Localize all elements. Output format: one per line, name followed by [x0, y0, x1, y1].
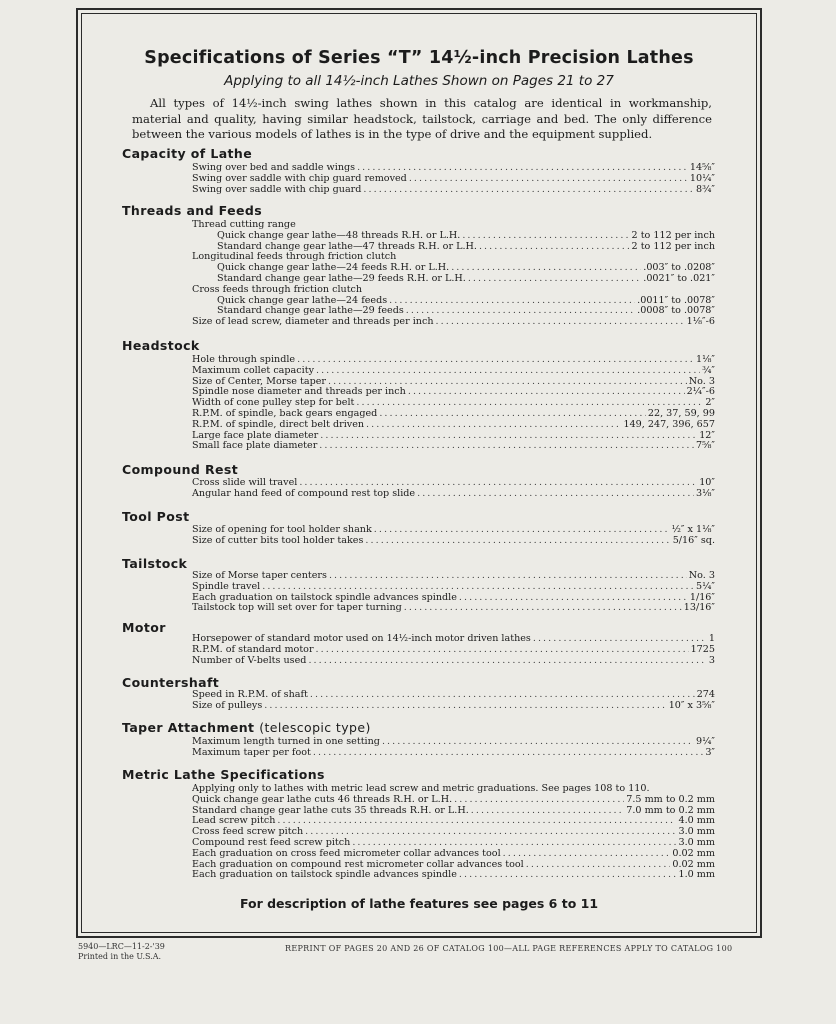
closing-line: For description of lathe features see pages 6 to 11 [239, 896, 599, 911]
spec-label: Size of pulleys [192, 699, 263, 711]
spec-value: No. 3 [688, 570, 715, 581]
spec-label: Spindle travel [192, 580, 261, 592]
spec-label: Size of Center, Morse taper [192, 375, 326, 387]
spec-rows [192, 163, 715, 195]
spec-value: 3.0 mm [678, 826, 715, 838]
spec-value: 7⅝″ [696, 440, 715, 452]
spec-rows [192, 355, 715, 452]
spec-label: Quick change gear lathe—24 feeds R.H. or L.H. [217, 262, 450, 274]
spec-row [192, 701, 715, 712]
spec-value: 3⅛″ [696, 487, 715, 499]
spec-rows [192, 737, 715, 759]
spec-label: Size of opening for tool holder shank [192, 524, 372, 535]
leader-dots [305, 827, 676, 838]
section-heading-text: Headstock [122, 338, 200, 353]
spec-row [192, 571, 715, 582]
spec-row [192, 690, 715, 701]
spec-value: 1/16″ [689, 591, 715, 603]
spec-value: ¾″ [702, 364, 715, 376]
spec-value: 3″ [705, 746, 715, 758]
spec-value: .0011″ to .0078″ [637, 294, 715, 306]
spec-value: 4.0 mm [678, 815, 715, 827]
spec-label: Horsepower of standard motor used on 14½-inch motor driven lathes [192, 633, 531, 644]
leader-dots [319, 441, 694, 452]
spec-label: Each graduation on tailstock spindle advances spindle [192, 869, 457, 881]
leader-dots [329, 571, 687, 582]
section-heading [122, 620, 166, 635]
section-heading [122, 509, 189, 524]
section-heading-text: Tailstock [122, 556, 188, 571]
spec-label: Compound rest feed screw pitch [192, 836, 351, 848]
spec-row [192, 420, 715, 431]
leader-dots [417, 489, 694, 500]
section-heading [122, 462, 238, 477]
spec-label: Cross slide will travel [192, 477, 298, 488]
spec-label: Swing over saddle with chip guard removed [192, 172, 407, 184]
spec-row [192, 870, 715, 881]
section-heading-text: Compound Rest [122, 462, 239, 477]
spec-value: 7.0 mm to 0.2 mm [626, 804, 715, 816]
spec-label: Angular hand feed of compound rest top slide [192, 487, 416, 499]
spec-label: Cross feed screw pitch [192, 826, 304, 838]
spec-label: Standard change gear lathe—47 threads R.H. or L.H. [217, 240, 477, 252]
leader-dots [404, 603, 682, 614]
spec-value: 1⅛″-6 [686, 316, 715, 328]
spec-rows [192, 220, 715, 328]
spec-label: Size of cutter bits tool holder takes [192, 534, 364, 546]
leader-dots [313, 748, 703, 759]
spec-label: Hole through spindle [192, 354, 296, 365]
leader-dots [277, 816, 676, 827]
spec-row [192, 489, 715, 500]
spec-label: R.P.M. of standard motor [192, 643, 314, 655]
spec-row [192, 582, 715, 593]
spec-row [192, 174, 715, 185]
spec-value: No. 3 [688, 375, 715, 387]
leader-dots [320, 431, 697, 442]
leader-dots [366, 420, 621, 431]
spec-value: 10″ [699, 477, 715, 488]
leader-dots [365, 536, 670, 547]
spec-row [192, 285, 715, 296]
spec-label: Thread cutting range [192, 219, 296, 230]
intro-paragraph: All types of 14½-inch swing lathes shown in this catalog are identical in workmanship, material and quality, having similar headstock, tailstock, carriage and bed. The only difference between the various models of lathes is in the type of drive and the equipment supplied. [132, 96, 712, 141]
spec-row [192, 603, 715, 614]
section-heading [122, 203, 262, 218]
spec-value: ½″ x 1⅛″ [671, 524, 715, 535]
spec-row [192, 441, 715, 452]
section-heading-text: Motor [122, 620, 166, 635]
footer-left [78, 942, 165, 961]
leader-dots [436, 317, 685, 328]
spec-label: Swing over saddle with chip guard [192, 183, 362, 195]
leader-dots [379, 409, 646, 420]
spec-value: 10″ x 3⅝″ [668, 699, 715, 711]
spec-row [192, 317, 715, 328]
spec-row [192, 366, 715, 377]
footer-printed: Printed in the U.S.A. [78, 951, 162, 961]
page-title: Specifications of Series “T” 14½-inch Precision Lathes [144, 48, 694, 68]
spec-rows [192, 525, 715, 547]
spec-value: 14⅝″ [689, 162, 715, 173]
spec-row [192, 748, 715, 759]
spec-label: R.P.M. of spindle, back gears engaged [192, 407, 378, 419]
spec-label: Each graduation on tailstock spindle advances spindle [192, 591, 457, 603]
spec-value: 13/16″ [683, 602, 715, 614]
footer-reprint-note: REPRINT OF PAGES 20 AND 26 OF CATALOG 100—ALL PAGE REFERENCES APPLY TO CATALOG 100 [285, 944, 733, 953]
leader-dots [503, 849, 671, 860]
leader-dots [451, 263, 641, 274]
leader-dots [454, 795, 624, 806]
spec-value: 1725 [690, 643, 715, 655]
page-subtitle: Applying to all 14½-inch Lathes Shown on Pages 21 to 27 [224, 73, 614, 89]
spec-rows [192, 690, 715, 712]
spec-label: Tailstock top will set over for taper turning [192, 602, 402, 614]
spec-value: 274 [696, 689, 715, 700]
spec-label: Each graduation on cross feed micrometer collar advances tool [192, 847, 501, 859]
section-heading-note: (telescopic type) [259, 720, 371, 735]
leader-dots [382, 737, 694, 748]
spec-value: 3 [708, 654, 715, 666]
leader-dots [297, 355, 694, 366]
section-heading-text: Metric Lathe Specifications [122, 767, 325, 782]
spec-value: 10¼″ [689, 172, 715, 184]
section-heading-text: Tool Post [122, 509, 190, 524]
leader-dots [262, 582, 694, 593]
spec-label: Quick change gear lathe—48 threads R.H. or L.H. [217, 229, 461, 241]
spec-label: Spindle nose diameter and threads per inch [192, 386, 406, 398]
spec-value: 5/16″ sq. [672, 534, 715, 546]
section-heading [122, 556, 187, 571]
spec-value: 5¼″ [696, 580, 715, 592]
spec-label: Large face plate diameter [192, 429, 319, 441]
leader-dots [374, 525, 670, 536]
leader-dots [526, 860, 671, 871]
spec-label: Lead screw pitch [192, 815, 276, 827]
section-heading [122, 675, 219, 690]
spec-label: Quick change gear lathe cuts 46 threads R.H. or L.H. [192, 793, 453, 805]
spec-label: Each graduation on compound rest micrometer collar advances tool [192, 858, 524, 870]
spec-label: Quick change gear lathe—24 feeds [217, 294, 388, 306]
spec-row [192, 231, 715, 242]
section-heading [122, 338, 200, 353]
spec-label: Maximum taper per foot [192, 746, 311, 758]
leader-dots [409, 174, 688, 185]
spec-label: Standard change gear lathe—29 feeds R.H. or L.H. [217, 272, 466, 284]
spec-value: 0.02 mm [672, 847, 715, 859]
section-heading-text: Countershaft [122, 675, 220, 690]
spec-row [192, 645, 715, 656]
spec-label: Maximum collet capacity [192, 364, 314, 376]
spec-rows [192, 478, 715, 500]
spec-value: 9¼″ [696, 736, 715, 747]
spec-label: Longitudinal feeds through friction clutch [192, 251, 397, 263]
section-heading-text: Taper Attachment [122, 720, 255, 735]
leader-dots [462, 231, 629, 242]
leader-dots [310, 690, 695, 701]
leader-dots [459, 870, 677, 881]
section-heading-text: Capacity of Lathe [122, 146, 253, 161]
spec-value: 2″ [705, 397, 715, 409]
leader-dots [308, 656, 706, 667]
spec-value: 149, 247, 396, 657 [623, 418, 715, 430]
spec-row [192, 849, 715, 860]
leader-dots [479, 242, 630, 253]
spec-rows [192, 571, 715, 614]
spec-value: 2¼″-6 [686, 386, 715, 398]
spec-label: Applying only to lathes with metric lead screw and metric graduations. See pages 108 to 110. [192, 783, 650, 794]
spec-value: 2 to 112 per inch [631, 229, 715, 241]
spec-value: .0021″ to .021″ [643, 272, 715, 284]
section-heading [122, 720, 371, 735]
spec-label: Size of lead screw, diameter and threads per inch [192, 316, 434, 328]
leader-dots [363, 185, 694, 196]
leader-dots [459, 593, 688, 604]
spec-row [192, 795, 715, 806]
leader-dots [264, 701, 666, 712]
spec-value: 2 to 112 per inch [631, 240, 715, 252]
section-heading-text: Threads and Feeds [122, 203, 263, 218]
spec-label: Small face plate diameter [192, 440, 318, 452]
spec-rows [192, 634, 715, 666]
spec-value: .003″ to .0208″ [643, 262, 715, 274]
spec-label: Speed in R.P.M. of shaft [192, 689, 308, 700]
spec-value: 1 [708, 633, 715, 644]
spec-label: Standard change gear lathe—29 feeds [217, 305, 404, 317]
spec-label: Size of Morse taper centers [192, 570, 327, 581]
spec-value: 1.0 mm [678, 869, 715, 881]
spec-label: Number of V-belts used [192, 654, 307, 666]
spec-value: .0008″ to .0078″ [637, 305, 715, 317]
leader-dots [468, 274, 641, 285]
spec-label: Width of cone pulley step for belt [192, 397, 355, 409]
section-heading [122, 767, 325, 782]
spec-label: Swing over bed and saddle wings [192, 162, 356, 173]
leader-dots [406, 306, 635, 317]
spec-value: 8¾″ [696, 183, 715, 195]
spec-label: Maximum length turned in one setting [192, 736, 380, 747]
spec-value: 1⅛″ [696, 354, 715, 365]
spec-label: R.P.M. of spindle, direct belt driven [192, 418, 365, 430]
spec-value: 12″ [699, 429, 715, 441]
spec-rows [192, 784, 715, 881]
leader-dots [316, 645, 689, 656]
leader-dots [408, 387, 685, 398]
leader-dots [533, 634, 707, 645]
spec-value: 0.02 mm [672, 858, 715, 870]
spec-label: Cross feeds through friction clutch [192, 283, 363, 295]
spec-value: 22, 37, 59, 99 [647, 407, 715, 419]
spec-row [192, 536, 715, 547]
footer-code: 5940—LRC—11-2-'39 [78, 942, 165, 951]
spec-value: 7.5 mm to 0.2 mm [626, 793, 715, 805]
section-heading [122, 146, 252, 161]
leader-dots [471, 806, 625, 817]
spec-label: Standard change gear lathe cuts 35 threads R.H. or L.H. [192, 804, 469, 816]
spec-row [192, 185, 715, 196]
leader-dots [316, 366, 700, 377]
spec-row [192, 656, 715, 667]
leader-dots [389, 296, 635, 307]
spec-value: 3.0 mm [678, 836, 715, 848]
